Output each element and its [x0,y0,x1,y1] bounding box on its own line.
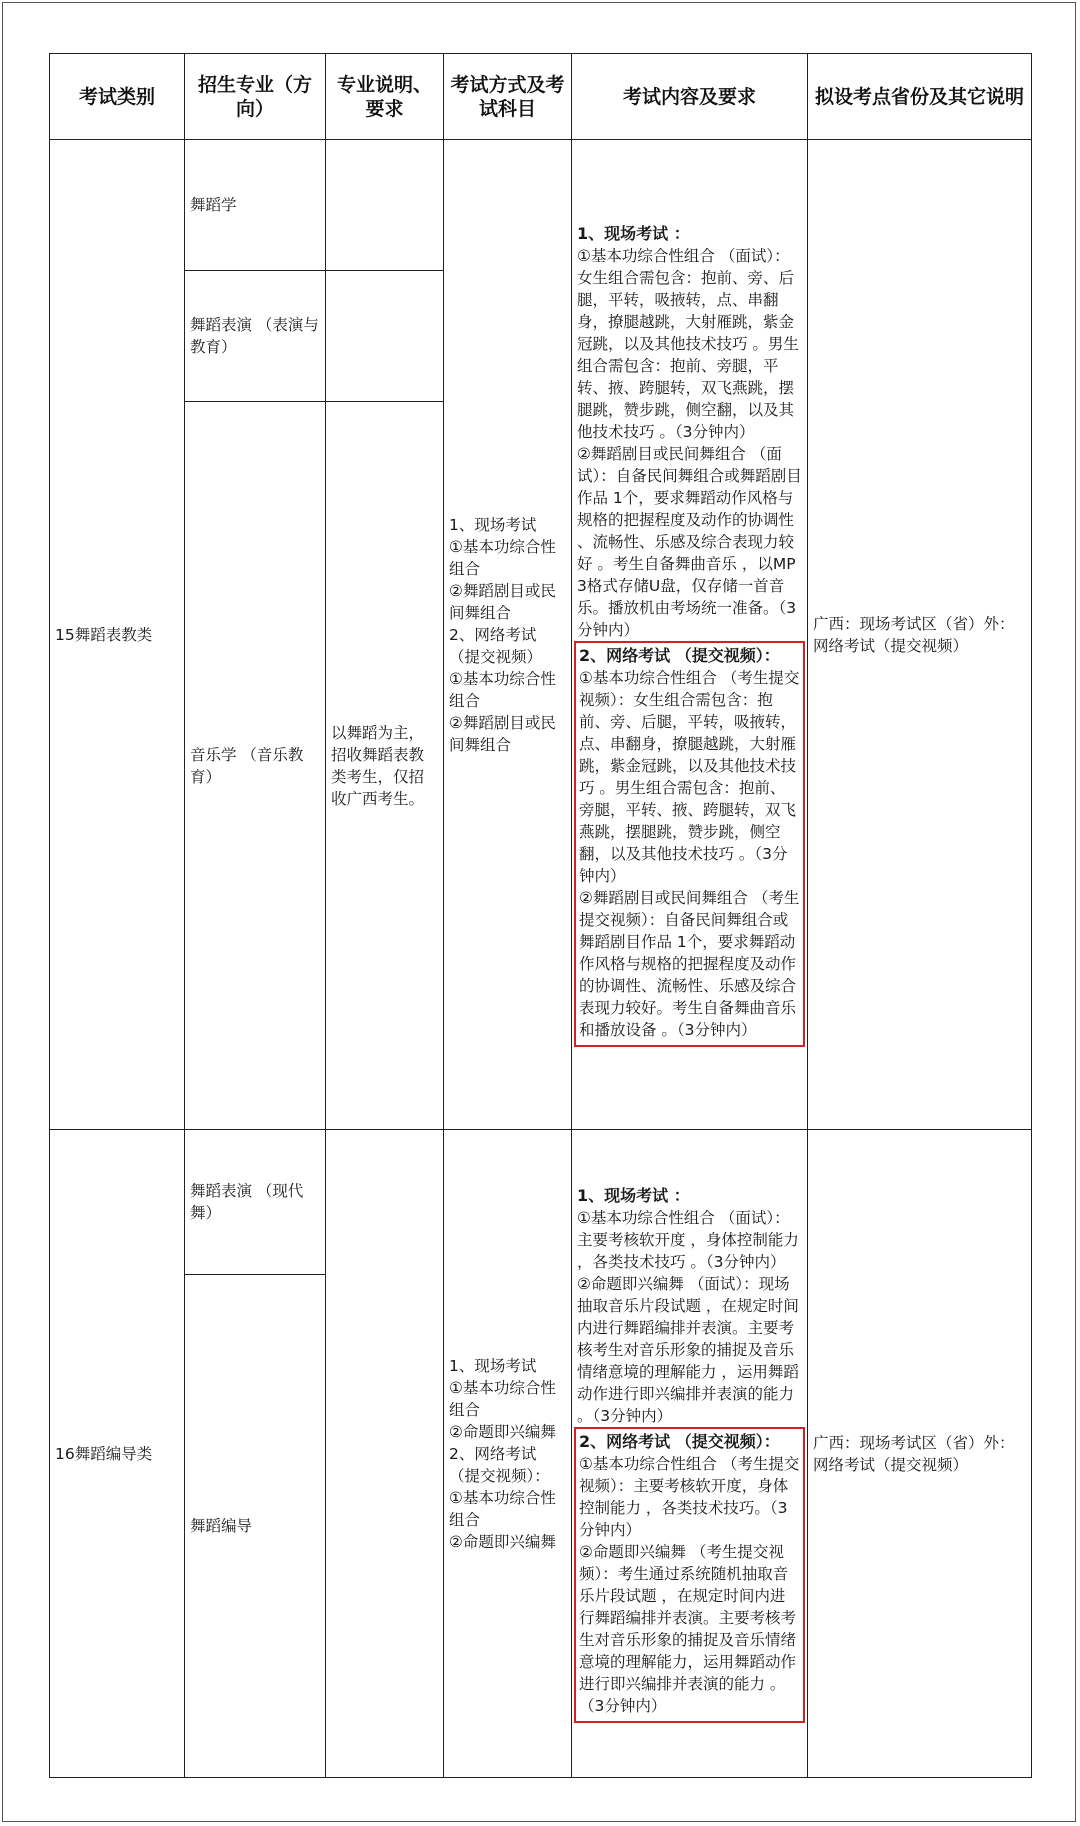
method-line: ①基本功综合性组合 [449,1378,556,1419]
onsite-item: ②舞蹈剧目或民间舞组合 （面试）：自备民间舞组合或舞蹈剧目作品 1个，要求舞蹈动作风格与规格的把握程度及动作的协调性 、流畅性、乐感及综合表现力较好 。考生自备舞曲音乐 ，以MP3格式存储U盘，仅存储一首音乐。播放机由考场统一准备。（3分钟内） [577,444,802,639]
location-cell: 广西：现场考试区（省）外：网络考试（提交视频） [808,140,1032,1130]
exam-table [49,53,1032,1778]
onsite-item: ①基本功综合性组合 （面试）：女生组合需包含：抱前、旁、后腿，平转，吸掖转，点、串翻身，撩腿越跳，大射雁跳，紫金冠跳，以及其他技术技巧 。男生组合需包含：抱前、旁腿，平转、掖、跨腿转，双飞燕跳，摆腿跳，赞步跳，侧空翻，以及其他技术技巧 。（3分钟内） [577,246,799,441]
online-item: ①基本功综合性组合 （考生提交视频）：主要考核软开度，身体控制能力 ，各类技术技巧。（3分钟内） [579,1454,800,1539]
header-location-note: 拟设考点省份及其它说明 [808,54,1032,140]
table-row [50,140,1032,271]
exam-content-cell [572,1130,808,1778]
method-line: 2、网络考试（提交视频） [449,625,543,666]
header-exam-content: 考试内容及要求 [572,54,808,140]
online-item: ①基本功综合性组合 （考生提交视频）：女生组合需包含：抱前、旁、后腿，平转，吸掖转，点、串翻身，撩腿越跳，大射雁跳，紫金冠跳，以及其他技术技巧 。男生组合需包含：抱前、旁腿，平转、掖、跨腿转，双飞燕跳，摆腿跳，赞步跳，侧空翻，以及其他技术技巧 。（3分钟内） [579,668,800,885]
header-exam-category: 考试类别 [50,54,185,140]
major-note-cell-empty [326,140,444,271]
major-note-cell-empty [326,271,444,402]
method-line: 1、现场考试 [449,1356,537,1375]
category-cell: 15舞蹈表教类 [50,140,185,1130]
method-line: ①基本功综合性组合 [449,669,556,710]
table-row [50,1130,1032,1275]
method-line: 2、网络考试（提交视频）： [449,1444,550,1485]
method-line: ①基本功综合性组合 [449,1488,556,1529]
header-exam-method: 考试方式及考试科目 [444,54,572,140]
method-line: 1、现场考试 [449,515,537,534]
major-cell: 舞蹈学 [185,140,326,271]
major-cell: 音乐学 （音乐教育） [185,402,326,1130]
method-line: ②命题即兴编舞 [449,1422,556,1441]
major-cell: 舞蹈编导 [185,1275,326,1778]
online-section-title: 2、网络考试 （提交视频）： [579,1431,780,1451]
online-exam-highlight-box [574,1427,805,1723]
method-line: ①基本功综合性组合 [449,537,556,578]
exam-content-cell [572,140,808,1130]
major-note-cell-empty [326,1130,444,1778]
method-line: ②舞蹈剧目或民间舞组合 [449,713,556,754]
online-section-title: 2、网络考试 （提交视频）： [579,645,780,665]
method-cell [444,140,572,1130]
method-line: ②命题即兴编舞 [449,1532,556,1551]
major-note-cell: 以舞蹈为主，招收舞蹈表教类考生，仅招收广西考生。 [326,402,444,1130]
online-item: ②舞蹈剧目或民间舞组合 （考生提交视频）：自备民间舞组合或舞蹈剧目作品 1个，要求舞蹈动作风格与规格的把握程度及动作的协调性、流畅性、乐感及综合表现力较好。考生自备舞曲音乐和播放设备 。（3分钟内） [579,888,800,1039]
online-item: ②命题即兴编舞 （考生提交视频）：考生通过系统随机抽取音乐片段试题 ，在规定时间内进行舞蹈编排并表演。主要考核考生对音乐形象的捕捉及音乐情绪意境的理解能力，运用舞蹈动作进行即兴编排并表演的能力 。（3分钟内） [579,1542,797,1715]
onsite-section-title: 1、现场考试 ： [577,223,690,243]
online-exam-highlight-box [574,641,805,1047]
category-cell: 16舞蹈编导类 [50,1130,185,1778]
header-major-note: 专业说明、要求 [326,54,444,140]
major-cell: 舞蹈表演 （表演与教育） [185,271,326,402]
onsite-item: ①基本功综合性组合 （面试）：主要考核软开度 ，身体控制能力 ，各类技术技巧 。（3分钟内） [577,1208,799,1271]
header-major: 招生专业（方向） [185,54,326,140]
method-cell [444,1130,572,1778]
location-cell: 广西：现场考试区（省）外：网络考试（提交视频） [808,1130,1032,1778]
onsite-section-title: 1、现场考试 ： [577,1185,690,1205]
method-line: ②舞蹈剧目或民间舞组合 [449,581,556,622]
header-row [50,54,1032,140]
major-cell: 舞蹈表演 （现代舞） [185,1130,326,1275]
onsite-item: ②命题即兴编舞 （面试）：现场抽取音乐片段试题 ，在规定时间内进行舞蹈编排并表演。主要考核考生对音乐形象的捕捉及音乐情绪意境的理解能力 ，运用舞蹈动作进行即兴编排并表演的能力 。（3分钟内） [577,1274,799,1425]
